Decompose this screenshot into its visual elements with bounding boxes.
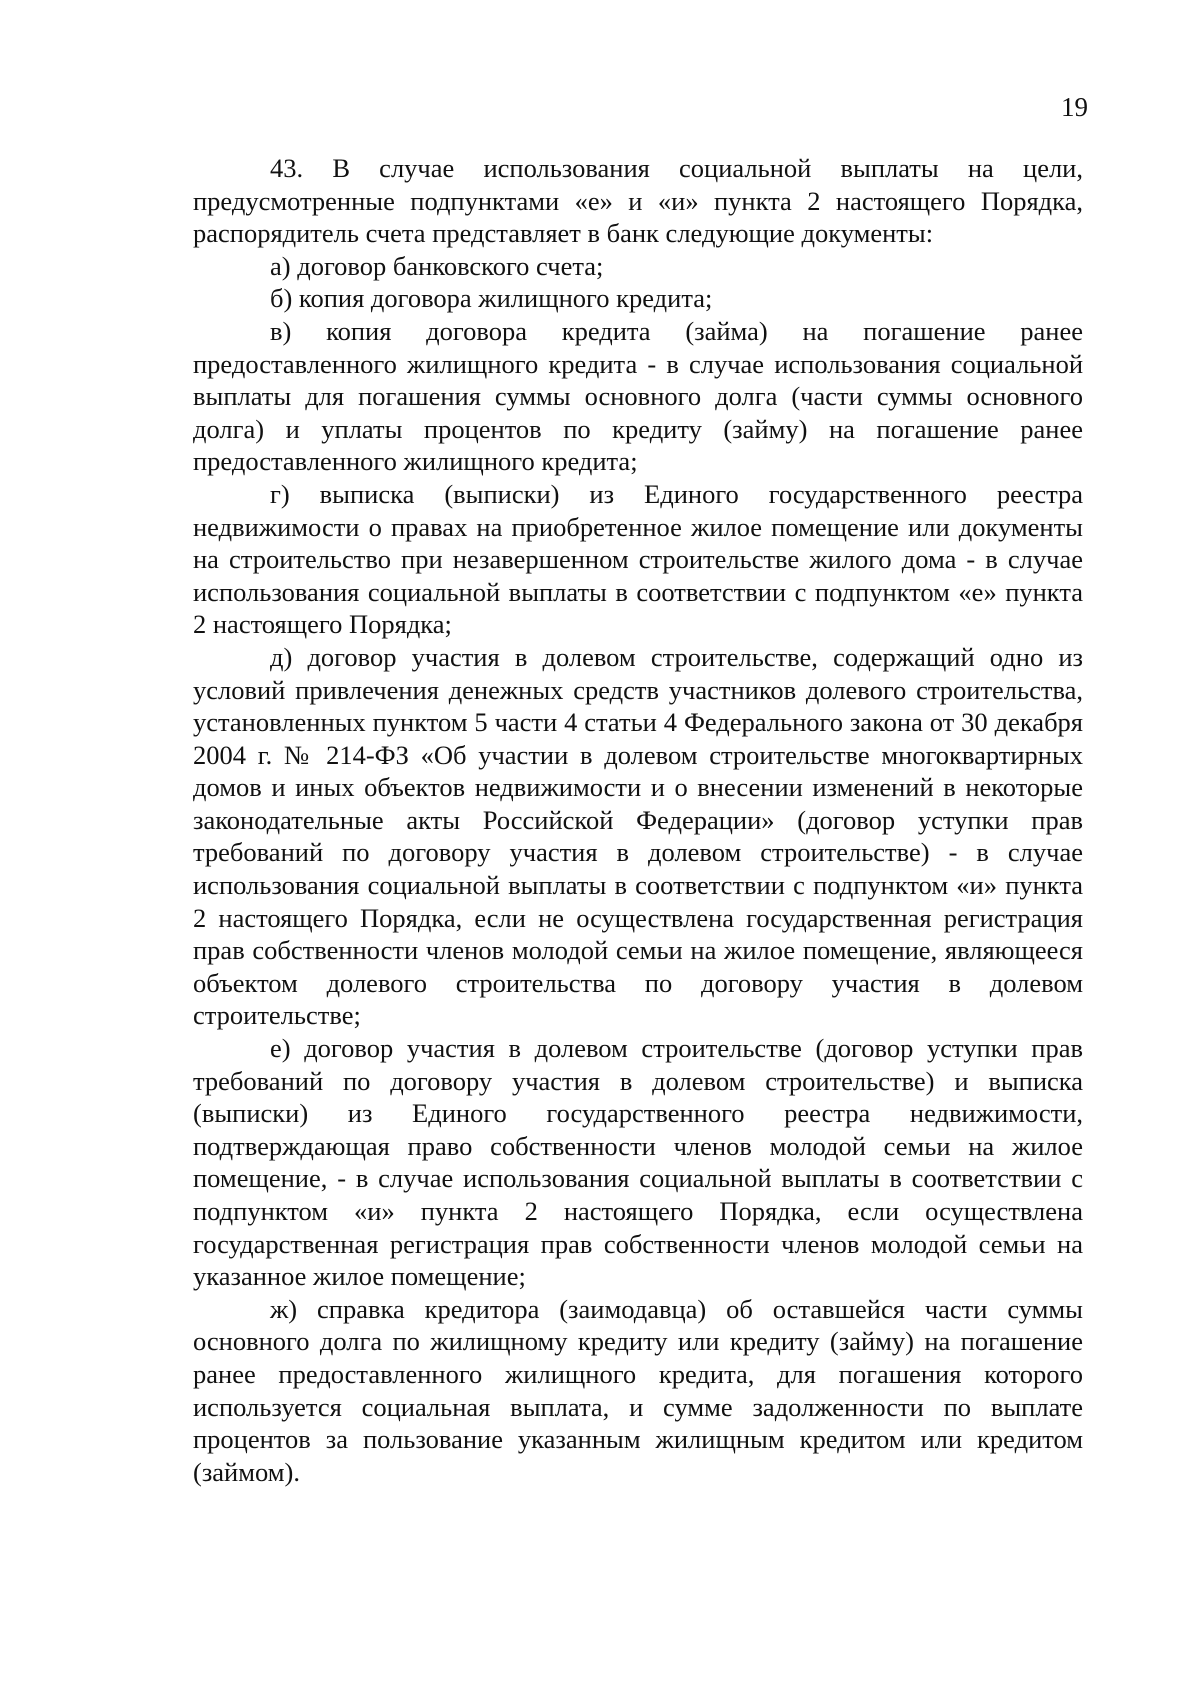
item-b: б) копия договора жилищного кредита; [270, 283, 713, 314]
item-e: е) договор участия в долевом строительстве (договор уступки прав требований по договору участия в долевом строительстве) и выписка (выписки) из Единого государственного реестра недвижимости, подтверждающая право собственности членов молодой семьи на жилое помещение, - в случае использования социальной выплаты в соответствии с подпунктом «и» пункта 2 настоящего Порядка, если осуществлена государственная регистрация прав собственности членов молодой семьи на указанное жилое помещение; [193, 1033, 1083, 1292]
item-zh: ж) справка кредитора (заимодавца) об оставшейся части суммы основного долга по жилищному кредиту или кредиту (займу) на погашение ранее предоставленного жилищного кредита, для погашения которого используется социальная выплата, и сумме задолженности по выплате процентов за пользование указанным жилищным кредитом или кредитом (займом). [193, 1293, 1083, 1487]
item-a: а) договор банковского счета; [270, 250, 604, 281]
item-v: в) копия договора кредита (займа) на погашение ранее предоставленного жилищного кредита - в случае использования социальной выплаты для погашения суммы основного долга (части суммы основного долга) и уплаты процентов по кредиту (займу) на погашение ранее предоставленного жилищного кредита; [193, 315, 1083, 477]
document-body [193, 152, 1083, 1488]
item-g: г) выписка (выписки) из Единого государственного реестра недвижимости о правах на приобретенное жилое помещение или документы на строительство при незавершенном строительстве жилого дома - в случае использования социальной выплаты в соответствии с подпунктом «е» пункта 2 настоящего Порядка; [193, 478, 1083, 640]
paragraph-43: 43. В случае использования социальной выплаты на цели, предусмотренные подпунктами «е» и «и» пункта 2 настоящего Порядка, распорядитель счета представляет в банк следующие документы: [193, 153, 1083, 249]
item-d: д) договор участия в долевом строительстве, содержащий одно из условий привлечения денежных средств участников долевого строительства, установленных пунктом 5 части 4 статьи 4 Федерального закона от 30 декабря 2004 г. № 214-ФЗ «Об участии в долевом строительстве многоквартирных домов и иных объектов недвижимости и о внесении изменений в некоторые законодательные акты Российской Федерации» (договор уступки прав требований по договору участия в долевом строительстве) - в случае использования социальной выплаты в соответствии с подпунктом «и» пункта 2 настоящего Порядка, если не осуществлена государственная регистрация прав собственности членов молодой семьи на жилое помещение, являющееся объектом долевого строительства по договору участия в долевом строительстве; [193, 641, 1083, 1031]
page-number: 19 [1061, 92, 1088, 122]
